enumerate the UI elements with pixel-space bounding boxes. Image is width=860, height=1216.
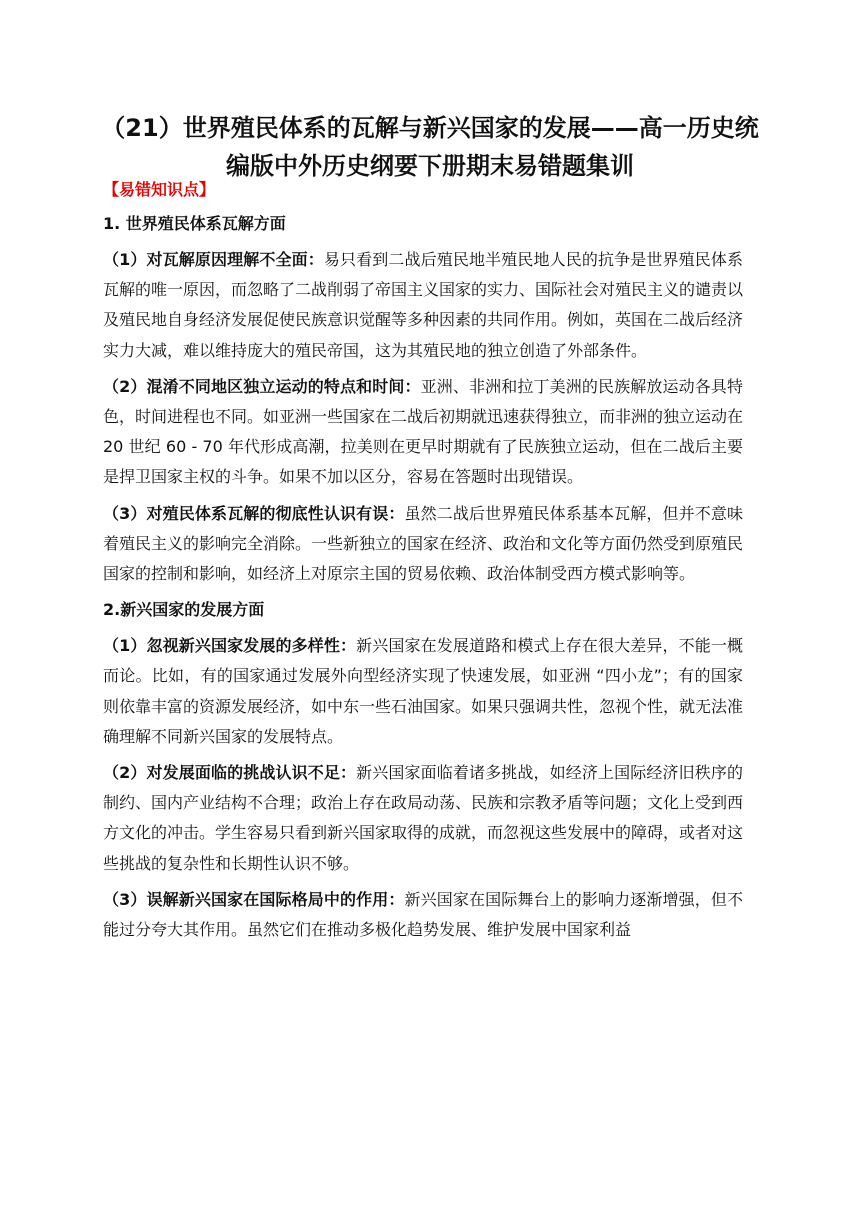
paragraph-text: 新兴国家在国际舞台上的影响力逐渐增强，但不能过分夸大其作用。虽然它们在推动多极化趋势发展、维护发展中国家利益 [103,889,743,940]
paragraph-text: 亚洲、非洲和拉丁美洲的民族解放运动各具特色，时间进程也不同。如亚洲一些国家在二战后初期就迅速获得独立，而非洲的独立运动在 20 世纪 60 - 70 年代形成高潮，拉美则在更早时期就有了民族独立运动，但在二战后主要是捍卫国家主权的斗争。如果不加以区分，容易在答题时出现错误。 [103,376,744,487]
paragraph-2-1 [103,631,743,752]
paragraph-1-1 [103,245,743,366]
paragraph-label: （2）对发展面临的挑战认识不足： [103,763,357,783]
paragraph-label: （3）误解新兴国家在国际格局中的作用： [103,889,405,909]
section-heading-2: 2.新兴国家的发展方面 [103,600,265,620]
paragraph-text: 新兴国家面临着诸多挑战，如经济上国际经济旧秩序的制约、国内产业结构不合理；政治上存在政局动荡、民族和宗教矛盾等问题；文化上受到西方文化的冲击。学生容易只看到新兴国家取得的成就，而忽视这些发展中的障碍，或者对这些挑战的复杂性和长期性认识不够。 [103,763,744,873]
paragraph-text: 新兴国家在发展道路和模式上存在很大差异，不能一概而论。比如，有的国家通过发展外向型经济实现了快速发展，如亚洲 “四小龙”；有的国家则依靠丰富的资源发展经济，如中东一些石油国家。如果只强调共性，忽视个性，就无法准确理解不同新兴国家的发展特点。 [103,636,744,746]
paragraph-label: （2）混淆不同地区独立运动的特点和时间： [103,376,421,396]
paragraph-text: 易只看到二战后殖民地半殖民地人民的抗争是世界殖民体系瓦解的唯一原因，而忽略了二战削弱了帝国主义国家的实力、国际社会对殖民主义的谴责以及殖民地自身经济发展促使民族意识觉醒等多种因素的共同作用。例如，英国在二战后经济实力大减，难以维持庞大的殖民帝国，这为其殖民地的独立创造了外部条件。 [103,250,744,360]
paragraph-label: （1）对瓦解原因理解不全面： [103,250,324,269]
paragraph-2-3 [103,885,743,945]
paragraph-1-2 [103,372,743,493]
paragraph-text: 虽然二战后世界殖民体系基本瓦解，但并不意味着殖民主义的影响完全消除。一些新独立的国家在经济、政治和文化等方面仍然受到原殖民国家的控制和影响，如经济上对原宗主国的贸易依赖、政治体制受西方模式影响等。 [103,503,744,584]
section-heading-1: 1. 世界殖民体系瓦解方面 [103,214,286,233]
document-body [103,209,743,951]
document-title: （21）世界殖民体系的瓦解与新兴国家的发展——高一历史统编版中外历史纲要下册期末易错题集训 [101,114,759,180]
paragraph-1-3 [103,499,743,590]
paragraph-label: （3）对殖民体系瓦解的彻底性认识有误： [103,503,405,523]
section-tag: 【易错知识点】 [103,180,216,199]
paragraph-label: （1）忽视新兴国家发展的多样性： [103,636,357,656]
paragraph-2-2 [103,758,743,879]
